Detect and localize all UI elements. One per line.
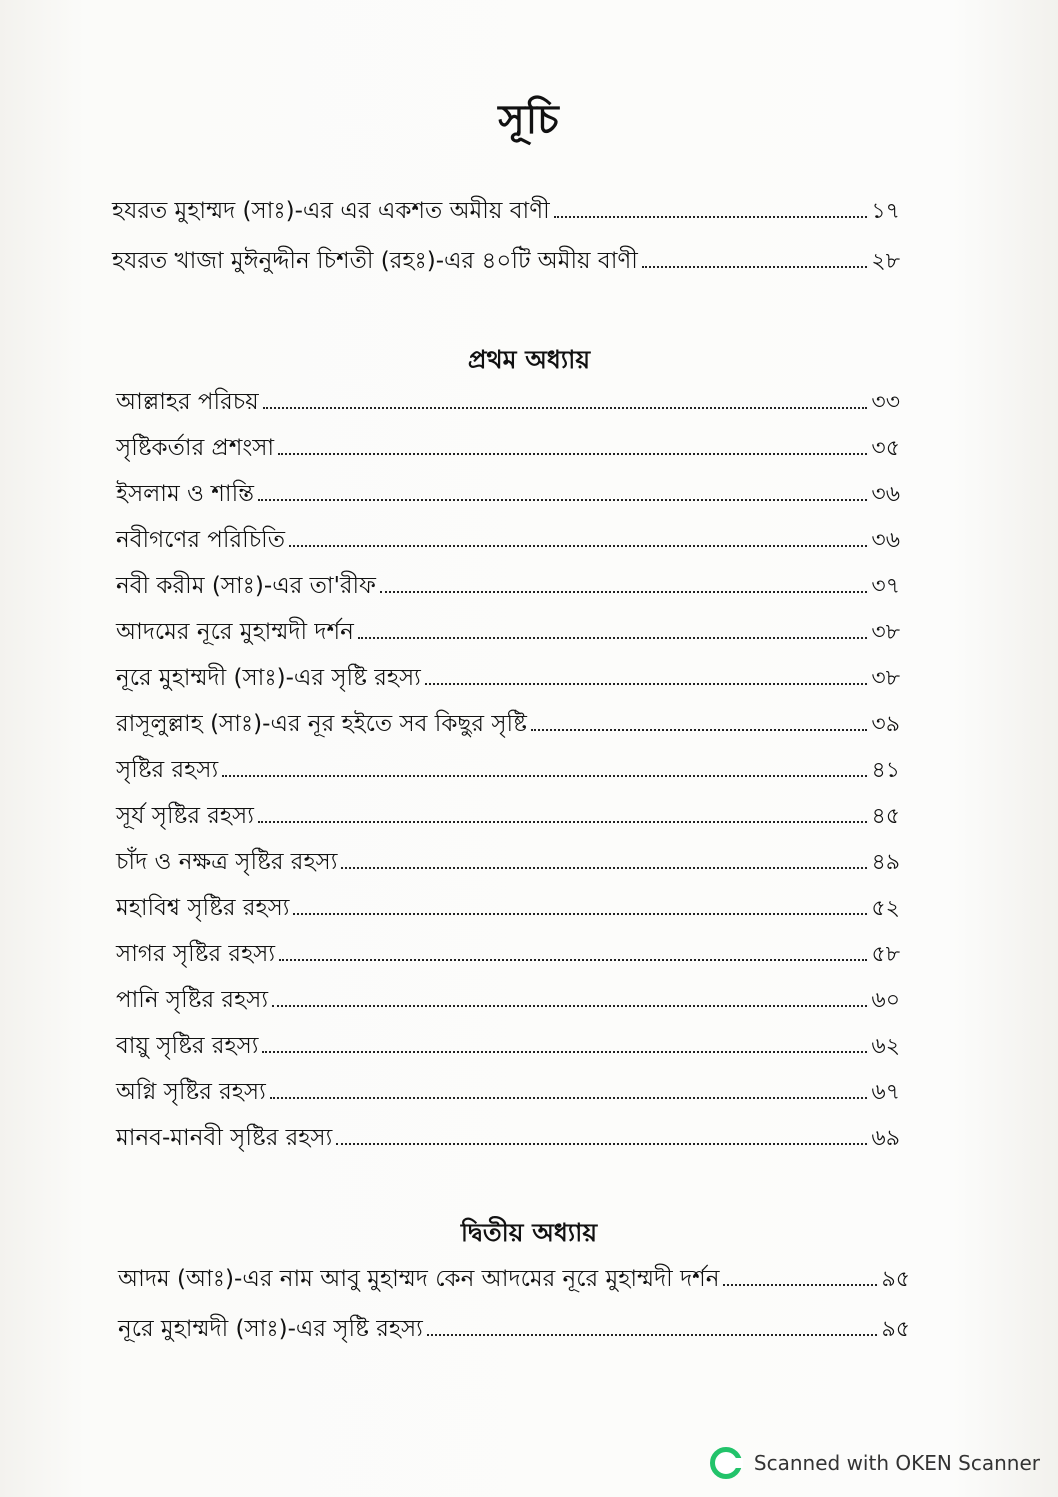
dot-leader: [270, 1097, 868, 1099]
toc-entry: [116, 617, 900, 648]
toc-entry-page: ৪৫: [871, 804, 900, 829]
chapter-heading: দ্বিতীয় অধ্যায়: [460, 1218, 598, 1247]
toc-entry-page: ৬৭: [871, 1080, 900, 1105]
dot-leader: [222, 775, 867, 777]
toc-entry-page: ৩৯: [871, 712, 900, 737]
dot-leader: [289, 545, 867, 547]
toc-entry: [116, 709, 900, 740]
toc-entry: [116, 1077, 900, 1108]
toc-entry-label: পানি সৃষ্টির রহস্য: [116, 987, 269, 1013]
toc-entry: [118, 1264, 910, 1295]
scanner-watermark: [710, 1447, 1040, 1479]
toc-entry-page: ৬২: [871, 1034, 900, 1059]
toc-entry: [112, 246, 900, 277]
toc-entry: [118, 1314, 910, 1345]
toc-entry: [116, 939, 900, 970]
dot-leader: [262, 1051, 867, 1053]
toc-entry: [116, 387, 900, 418]
dot-leader: [358, 637, 868, 639]
toc-entry-page: ৫৮: [871, 942, 900, 967]
toc-entry-label: সৃষ্টিকর্তার প্রশংসা: [116, 435, 275, 461]
toc-entry: [116, 433, 900, 464]
toc-entry-page: ৯৫: [881, 1317, 910, 1342]
toc-entry-label: হযরত খাজা মুঈনুদ্দীন চিশতী (রহঃ)-এর ৪০টি অমীয় বাণী: [112, 248, 638, 274]
dot-leader: [293, 913, 867, 915]
dot-leader: [263, 407, 868, 409]
dot-leader: [427, 1334, 878, 1336]
toc-entry: [116, 663, 900, 694]
toc-entry-page: ৩৫: [871, 436, 900, 461]
toc-entry: [116, 479, 900, 510]
page-title: সূচি: [498, 97, 560, 143]
toc-entry-label: সূর্য সৃষ্টির রহস্য: [116, 803, 254, 829]
toc-entry: [116, 893, 900, 924]
toc-entry-label: বায়ু সৃষ্টির রহস্য: [116, 1033, 259, 1059]
toc-entry-page: ৩৮: [871, 666, 900, 691]
toc-entry: [116, 755, 900, 786]
toc-entry-label: নূরে মুহাম্মদী (সাঃ)-এর সৃষ্টি রহস্য: [118, 1316, 423, 1342]
toc-entry: [116, 1123, 900, 1154]
toc-entry-page: ৩৬: [871, 482, 900, 507]
toc-entry-page: ৩৮: [871, 620, 900, 645]
toc-entry-label: নবীগণের পরিচিতি: [116, 527, 285, 553]
dot-leader: [554, 216, 868, 218]
toc-entry-label: রাসূলুল্লাহ (সাঃ)-এর নূর হইতে সব কিছুর সৃষ্টি: [116, 711, 527, 737]
toc-entry-page: ৯৫: [881, 1267, 910, 1292]
toc-entry-page: ১৭: [871, 199, 900, 224]
dot-leader: [531, 729, 868, 731]
scanner-logo-icon: [710, 1447, 742, 1479]
dot-leader: [278, 453, 867, 455]
toc-entry-label: মহাবিশ্ব সৃষ্টির রহস্য: [116, 895, 290, 921]
dot-leader: [425, 683, 868, 685]
dot-leader: [279, 959, 867, 961]
toc-entry: [116, 985, 900, 1016]
toc-entry-label: ইসলাম ও শান্তি: [116, 481, 254, 507]
toc-entry-page: ৩৩: [871, 390, 900, 415]
toc-entry: [116, 525, 900, 556]
chapter-heading: প্রথম অধ্যায়: [467, 345, 591, 374]
scanner-watermark-text: Scanned with OKEN Scanner: [753, 1451, 1040, 1475]
toc-entry-label: আল্লাহর পরিচয়: [116, 389, 259, 415]
toc-entry-page: ৪১: [871, 758, 900, 783]
toc-entry-label: চাঁদ ও নক্ষত্র সৃষ্টির রহস্য: [116, 849, 338, 875]
toc-entry-label: নূরে মুহাম্মদী (সাঃ)-এর সৃষ্টি রহস্য: [116, 665, 421, 691]
dot-leader: [642, 266, 868, 268]
toc-entry-label: হযরত মুহাম্মদ (সাঃ)-এর এর একশত অমীয় বাণী: [112, 198, 550, 224]
dot-leader: [723, 1284, 877, 1286]
dot-leader: [341, 867, 867, 869]
toc-entry-page: ৩৭: [871, 574, 900, 599]
toc-entry-label: আদমের নূরে মুহাম্মদী দর্শন: [116, 619, 354, 645]
toc-entry-page: ৬০: [871, 988, 900, 1013]
toc-entry-page: ২৮: [871, 249, 900, 274]
toc-entry-page: ৩৬: [871, 528, 900, 553]
dot-leader: [380, 591, 867, 593]
toc-entry: [116, 1031, 900, 1062]
toc-entry-label: অগ্নি সৃষ্টির রহস্য: [116, 1079, 266, 1105]
toc-entry: [116, 571, 900, 602]
toc-entry-page: ৫২: [871, 896, 900, 921]
toc-entry-label: নবী করীম (সাঃ)-এর তা'রীফ: [116, 573, 376, 599]
dot-leader: [272, 1005, 867, 1007]
toc-entry-page: ৬৯: [871, 1126, 900, 1151]
toc-entry-label: আদম (আঃ)-এর নাম আবু মুহাম্মদ কেন আদমের নূরে মুহাম্মদী দর্শন: [118, 1266, 720, 1292]
toc-entry: [112, 196, 900, 227]
toc-entry-page: ৪৯: [871, 850, 900, 875]
dot-leader: [336, 1143, 867, 1145]
toc-entry: [116, 847, 900, 878]
dot-leader: [258, 821, 868, 823]
toc-entry-label: সাগর সৃষ্টির রহস্য: [116, 941, 276, 967]
toc-entry-label: মানব-মানবী সৃষ্টির রহস্য: [116, 1125, 333, 1151]
toc-entry: [116, 801, 900, 832]
dot-leader: [258, 499, 867, 501]
toc-entry-label: সৃষ্টির রহস্য: [116, 757, 219, 783]
